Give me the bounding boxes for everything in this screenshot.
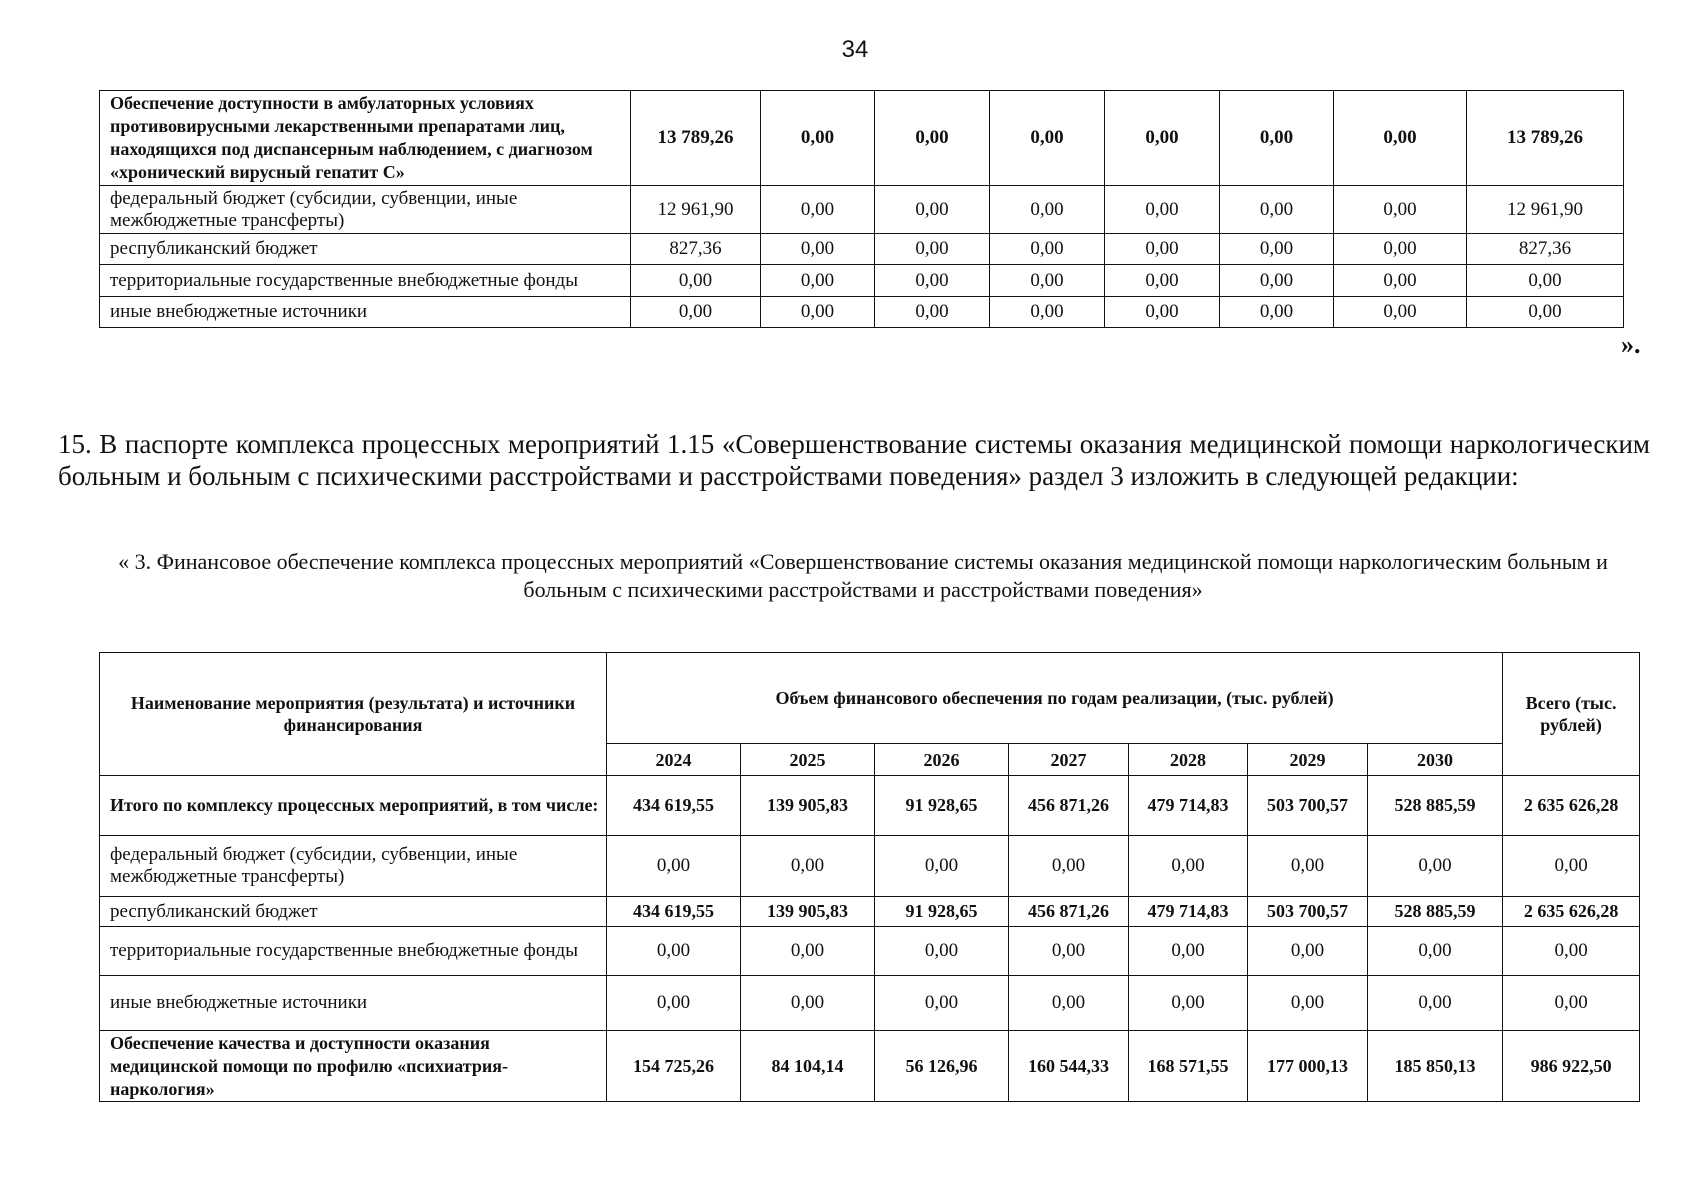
value-cell: 456 871,26 — [1009, 776, 1129, 836]
value-cell: 0,00 — [1334, 186, 1467, 234]
value-cell: 0,00 — [875, 234, 990, 265]
value-cell: 177 000,13 — [1248, 1031, 1368, 1102]
year-header: 2024 — [607, 744, 741, 776]
value-cell: 0,00 — [1105, 186, 1220, 234]
total-cell: 827,36 — [1467, 234, 1624, 265]
value-cell: 0,00 — [607, 836, 741, 897]
year-header: 2029 — [1248, 744, 1368, 776]
row-label: территориальные государственные внебюджетные фонды — [100, 265, 631, 297]
value-cell: 0,00 — [990, 265, 1105, 297]
row-label: иные внебюджетные источники — [100, 976, 607, 1031]
value-cell: 0,00 — [631, 265, 761, 297]
value-cell: 0,00 — [1129, 836, 1248, 897]
value-cell: 0,00 — [761, 91, 875, 186]
value-cell: 91 928,65 — [875, 897, 1009, 927]
value-cell: 0,00 — [1220, 234, 1334, 265]
table-row — [100, 976, 1640, 1031]
year-header: 2026 — [875, 744, 1009, 776]
value-cell: 139 905,83 — [741, 776, 875, 836]
value-cell: 0,00 — [1105, 297, 1220, 328]
value-cell: 434 619,55 — [607, 897, 741, 927]
value-cell: 0,00 — [1105, 91, 1220, 186]
table-row — [100, 91, 1624, 186]
financing-table-continued — [99, 90, 1624, 328]
row-label: территориальные государственные внебюджетные фонды — [100, 927, 607, 976]
value-cell: 0,00 — [1368, 976, 1503, 1031]
row-label: федеральный бюджет (субсидии, субвенции, иные межбюджетные трансферты) — [100, 836, 607, 897]
header-row — [100, 653, 1640, 744]
value-cell: 91 928,65 — [875, 776, 1009, 836]
value-cell: 0,00 — [875, 297, 990, 328]
header-total: Всего (тыс. рублей) — [1503, 653, 1640, 776]
year-header: 2027 — [1009, 744, 1129, 776]
value-cell: 0,00 — [1009, 836, 1129, 897]
total-cell: 0,00 — [1503, 976, 1640, 1031]
year-header: 2025 — [741, 744, 875, 776]
value-cell: 0,00 — [1368, 927, 1503, 976]
total-cell: 2 635 626,28 — [1503, 897, 1640, 927]
table-row — [100, 186, 1624, 234]
financing-table — [99, 652, 1640, 1102]
value-cell: 456 871,26 — [1009, 897, 1129, 927]
value-cell: 528 885,59 — [1368, 776, 1503, 836]
value-cell: 0,00 — [1105, 234, 1220, 265]
value-cell: 0,00 — [1248, 836, 1368, 897]
value-cell: 0,00 — [1248, 927, 1368, 976]
table-row — [100, 836, 1640, 897]
total-cell: 0,00 — [1503, 927, 1640, 976]
value-cell: 528 885,59 — [1368, 897, 1503, 927]
value-cell: 434 619,55 — [607, 776, 741, 836]
value-cell: 0,00 — [761, 265, 875, 297]
value-cell: 0,00 — [1334, 91, 1467, 186]
value-cell: 168 571,55 — [1129, 1031, 1248, 1102]
value-cell: 0,00 — [990, 297, 1105, 328]
value-cell: 0,00 — [631, 297, 761, 328]
value-cell: 0,00 — [761, 186, 875, 234]
amendment-paragraph: 15. В паспорте комплекса процессных мероприятий 1.15 «Совершенствование системы оказания медицинской помощи наркологическим больным и больным с психическими расстройствами и расстройствами поведения» раздел 3 изложить в следующей редакции: — [58, 429, 1650, 491]
table-row — [100, 234, 1624, 265]
table-row — [100, 776, 1640, 836]
section-subtitle: « 3. Финансовое обеспечение комплекса процессных мероприятий «Совершенствование системы оказания медицинской помощи наркологическим больным и больным с психическими расстройствами и расстройствами поведения» — [118, 549, 1608, 602]
value-cell: 0,00 — [741, 927, 875, 976]
value-cell: 0,00 — [1368, 836, 1503, 897]
value-cell: 0,00 — [1105, 265, 1220, 297]
value-cell: 0,00 — [875, 265, 990, 297]
total-cell: 12 961,90 — [1467, 186, 1624, 234]
total-cell: 13 789,26 — [1467, 91, 1624, 186]
value-cell: 0,00 — [607, 927, 741, 976]
value-cell: 154 725,26 — [607, 1031, 741, 1102]
row-label: иные внебюджетные источники — [100, 297, 631, 328]
value-cell: 139 905,83 — [741, 897, 875, 927]
year-header: 2028 — [1129, 744, 1248, 776]
value-cell: 13 789,26 — [631, 91, 761, 186]
total-cell: 0,00 — [1503, 836, 1640, 897]
value-cell: 160 544,33 — [1009, 1031, 1129, 1102]
value-cell: 56 126,96 — [875, 1031, 1009, 1102]
value-cell: 479 714,83 — [1129, 776, 1248, 836]
value-cell: 0,00 — [875, 186, 990, 234]
header-name: Наименование мероприятия (результата) и источники финансирования — [100, 653, 607, 776]
row-label: республиканский бюджет — [100, 897, 607, 927]
value-cell: 0,00 — [1334, 297, 1467, 328]
header-volume: Объем финансового обеспечения по годам реализации, (тыс. рублей) — [607, 653, 1503, 744]
value-cell: 12 961,90 — [631, 186, 761, 234]
value-cell: 0,00 — [761, 234, 875, 265]
table-row — [100, 297, 1624, 328]
value-cell: 0,00 — [1009, 976, 1129, 1031]
row-label: федеральный бюджет (субсидии, субвенции, иные межбюджетные трансферты) — [100, 186, 631, 234]
row-label: Итого по комплексу процессных мероприятий, в том числе: — [100, 776, 607, 836]
value-cell: 0,00 — [990, 234, 1105, 265]
value-cell: 0,00 — [607, 976, 741, 1031]
value-cell: 479 714,83 — [1129, 897, 1248, 927]
table-row — [100, 927, 1640, 976]
total-cell: 0,00 — [1467, 297, 1624, 328]
total-cell: 0,00 — [1467, 265, 1624, 297]
value-cell: 0,00 — [1248, 976, 1368, 1031]
value-cell: 0,00 — [1220, 265, 1334, 297]
closing-quote: ». — [1621, 330, 1641, 359]
value-cell: 84 104,14 — [741, 1031, 875, 1102]
table-row — [100, 897, 1640, 927]
value-cell: 0,00 — [990, 91, 1105, 186]
value-cell: 0,00 — [1334, 234, 1467, 265]
table-row — [100, 265, 1624, 297]
value-cell: 503 700,57 — [1248, 897, 1368, 927]
value-cell: 0,00 — [1220, 297, 1334, 328]
value-cell: 185 850,13 — [1368, 1031, 1503, 1102]
value-cell: 827,36 — [631, 234, 761, 265]
value-cell: 0,00 — [1009, 927, 1129, 976]
row-label: республиканский бюджет — [100, 234, 631, 265]
value-cell: 0,00 — [1129, 976, 1248, 1031]
total-cell: 986 922,50 — [1503, 1031, 1640, 1102]
page-number: 34 — [841, 36, 869, 63]
value-cell: 0,00 — [741, 976, 875, 1031]
value-cell: 0,00 — [990, 186, 1105, 234]
value-cell: 0,00 — [875, 836, 1009, 897]
row-label: Обеспечение доступности в амбулаторных условиях противовирусными лекарственными препаратами лиц, находящихся под диспансерным наблюдением, с диагнозом «хронический вирусный гепатит C» — [100, 91, 631, 186]
value-cell: 503 700,57 — [1248, 776, 1368, 836]
value-cell: 0,00 — [875, 91, 990, 186]
year-header: 2030 — [1368, 744, 1503, 776]
value-cell: 0,00 — [1129, 927, 1248, 976]
value-cell: 0,00 — [1334, 265, 1467, 297]
total-cell: 2 635 626,28 — [1503, 776, 1640, 836]
value-cell: 0,00 — [1220, 186, 1334, 234]
value-cell: 0,00 — [875, 927, 1009, 976]
value-cell: 0,00 — [875, 976, 1009, 1031]
value-cell: 0,00 — [741, 836, 875, 897]
row-label: Обеспечение качества и доступности оказания медицинской помощи по профилю «психиатрия-наркология» — [100, 1031, 607, 1102]
table-row — [100, 1031, 1640, 1102]
value-cell: 0,00 — [761, 297, 875, 328]
value-cell: 0,00 — [1220, 91, 1334, 186]
